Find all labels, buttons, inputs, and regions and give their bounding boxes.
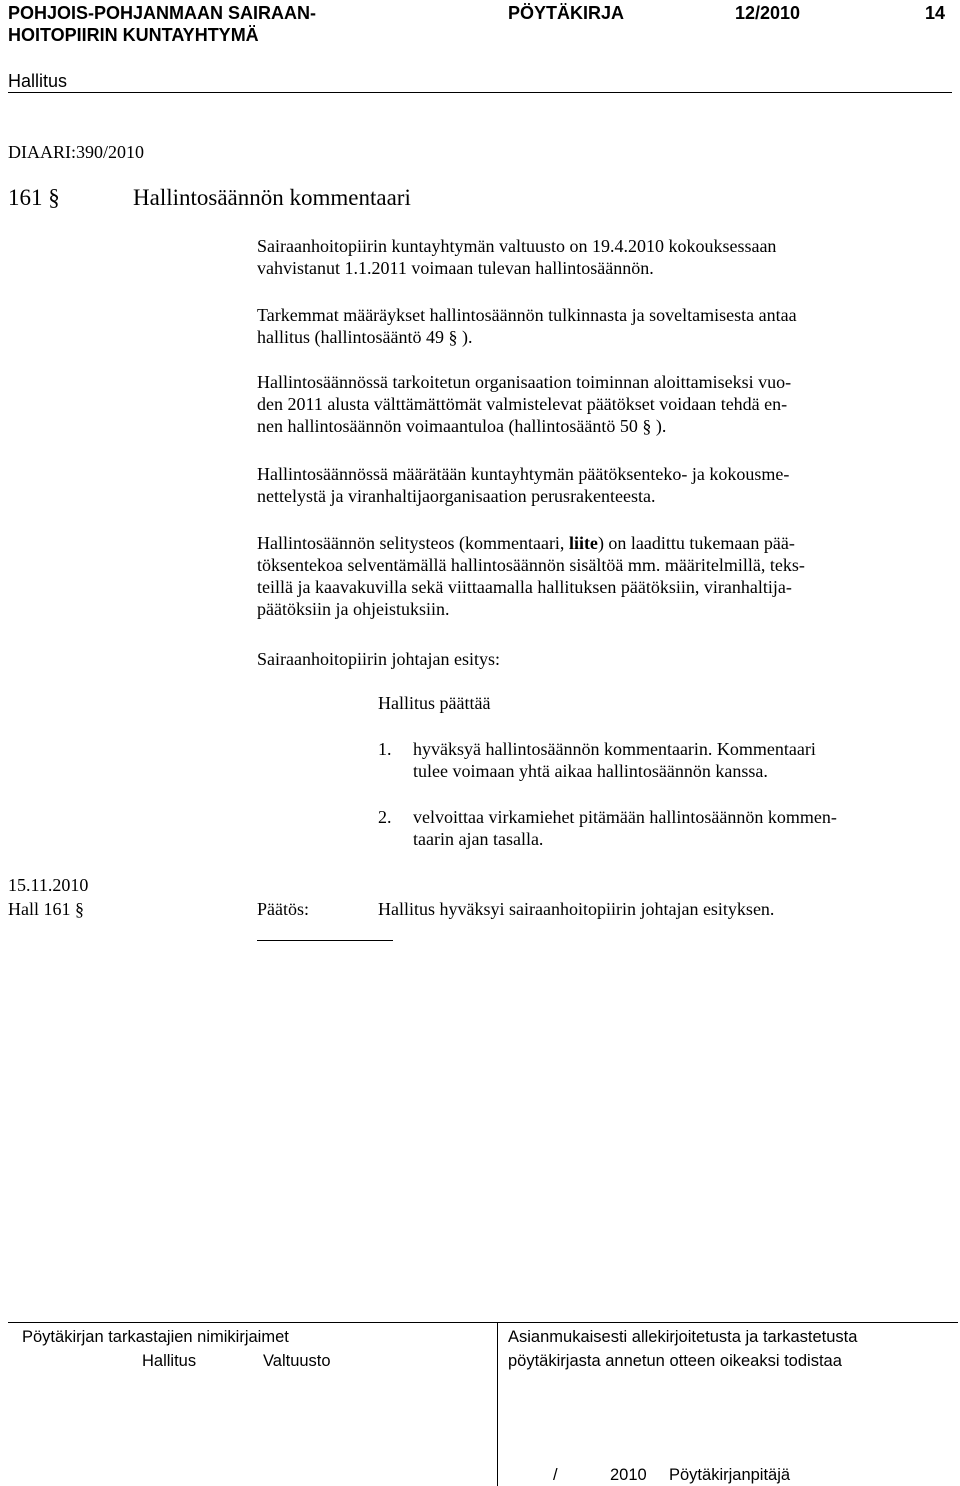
document-number: 12/2010 <box>735 3 801 23</box>
paragraph-line: Sairaanhoitopiirin kuntayhtymän valtuusto on 19.4.2010 kokouksessaan <box>257 236 777 256</box>
proposal-item-line: taarin ajan tasalla. <box>413 829 544 849</box>
section-title: Hallintosäännön kommentaari <box>133 185 411 210</box>
proposal-item-line: tulee voimaan yhtä aikaa hallintosäännön kanssa. <box>413 761 768 781</box>
footer-col-hallitus: Hallitus <box>142 1352 197 1370</box>
decision-text: Hallitus hyväksyi sairaanhoitopiirin johtajan esityksen. <box>378 899 775 919</box>
proposal-item-line: velvoittaa virkamiehet pitämään hallintosäännön kommen- <box>413 807 837 827</box>
proposal-item-line: hyväksyä hallintosäännön kommentaarin. Kommentaari <box>413 739 816 759</box>
footer-inspectors-title: Pöytäkirjan tarkastajien nimikirjaimet <box>22 1328 289 1346</box>
paragraph-line: vahvistanut 1.1.2011 voimaan tulevan hallintosäännön. <box>257 258 654 278</box>
footer-minute-keeper: Pöytäkirjanpitäjä <box>669 1466 791 1484</box>
proposal-item-number: 1. <box>378 739 392 759</box>
footer-divider <box>497 1322 498 1486</box>
paragraph-1 <box>257 235 776 279</box>
proposal-intro: Hallitus päättää <box>378 693 491 713</box>
section-number: 161 § <box>8 185 60 210</box>
body-name: Hallitus <box>8 71 68 91</box>
footer-col-valtuusto: Valtuusto <box>263 1352 331 1370</box>
document-type: PÖYTÄKIRJA <box>508 3 625 23</box>
section-symbol: § <box>48 185 60 210</box>
paragraph-line: nettelystä ja viranhaltijaorganisaation perusrakenteesta. <box>257 486 656 506</box>
paragraph-4 <box>257 463 789 507</box>
paragraph-line: hallitus (hallintosääntö 49 § ). <box>257 327 473 347</box>
paragraph-line: päätöksiin ja ohjeistuksiin. <box>257 599 450 619</box>
proposal-item-number: 2. <box>378 807 392 827</box>
decision-date: 15.11.2010 <box>8 875 89 895</box>
paragraph-line: Hallintosäännössä tarkoitetun organisaation toiminnan aloittamiseksi vuo- <box>257 372 792 392</box>
decision-reference: Hall 161 § <box>8 899 84 919</box>
paragraph-5 <box>257 532 805 620</box>
footer-certification-line1: Asianmukaisesti allekirjoitetusta ja tarkastetusta <box>508 1328 858 1346</box>
org-name-line1: POHJOIS-POHJANMAAN SAIRAAN- <box>8 3 317 23</box>
paragraph-line: töksentekoa selventämällä hallintosäännön sisältöä mm. määritelmillä, teks- <box>257 555 805 575</box>
paragraph-line: den 2011 alusta välttämättömät valmistelevat päätökset voidaan tehdä en- <box>257 394 788 414</box>
footer-year: 2010 <box>610 1466 647 1484</box>
footer-rule <box>8 1322 958 1323</box>
diaari-number: DIAARI:390/2010 <box>8 142 144 162</box>
proposal-item-1 <box>413 738 816 782</box>
section-end-rule <box>257 940 393 941</box>
header-rule <box>8 92 952 93</box>
paragraph-3 <box>257 371 791 437</box>
proposal-item-2 <box>413 806 837 850</box>
decision-label: Päätös: <box>257 899 309 919</box>
paragraph-line: teillä ja kaavakuvilla sekä viittaamalla hallituksen päätöksiin, viranhaltija- <box>257 577 792 597</box>
org-name-line2: HOITOPIIRIN KUNTAYHTYMÄ <box>8 25 259 45</box>
attachment-reference: liite <box>568 533 598 553</box>
paragraph-line: Tarkemmat määräykset hallintosäännön tulkinnasta ja soveltamisesta antaa <box>257 305 797 325</box>
footer-date-slash: / <box>553 1466 558 1484</box>
page-number: 14 <box>925 3 946 23</box>
proposal-heading: Sairaanhoitopiirin johtajan esitys: <box>257 649 500 669</box>
paragraph-line: Hallintosäännön selitysteos (kommentaari, liite) on laadittu tukemaan pää- <box>257 533 795 553</box>
paragraph-line: nen hallintosäännön voimaantuloa (hallintosääntö 50 § ). <box>257 416 667 436</box>
footer-certification-line2: pöytäkirjasta annetun otteen oikeaksi todistaa <box>508 1352 842 1370</box>
paragraph-2 <box>257 304 797 348</box>
paragraph-line: Hallintosäännössä määrätään kuntayhtymän päätöksenteko- ja kokousme- <box>257 464 790 484</box>
